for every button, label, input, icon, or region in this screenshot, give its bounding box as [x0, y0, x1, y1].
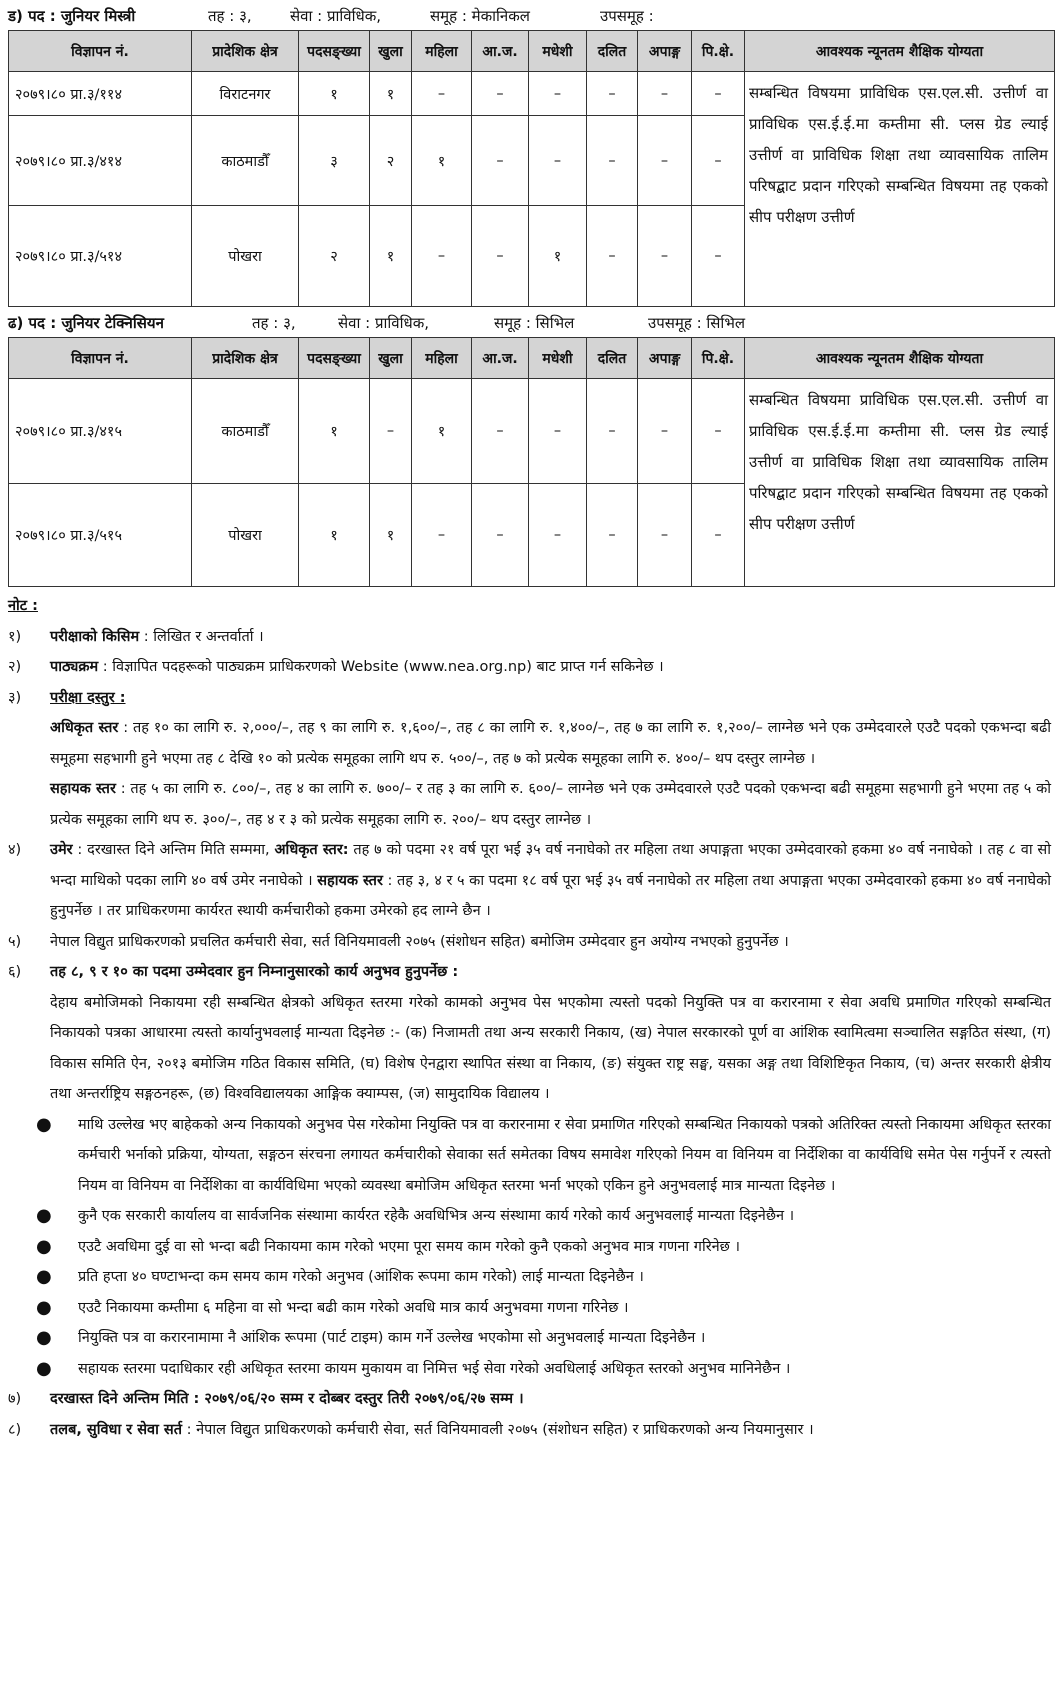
table-cell: २०७९।८० प्रा.३/११४	[9, 72, 192, 116]
bullet-item	[8, 1323, 1051, 1354]
note-label: अधिकृत स्तर	[50, 720, 119, 736]
post-title: ढ) पद : जुनियर टेक्निसियन	[8, 314, 164, 332]
table-cell: १	[370, 206, 412, 307]
table-cell: –	[587, 72, 638, 116]
note-number: ५)	[8, 933, 22, 950]
bullet-icon: ●	[36, 1205, 52, 1226]
table-cell: पोखरा	[192, 206, 299, 307]
table-cell: –	[472, 72, 529, 116]
table-cell: १	[529, 206, 587, 307]
header-cell: प्रादेशिक क्षेत्र	[192, 31, 299, 72]
header-cell: पि.क्षे.	[692, 338, 745, 379]
post-level: तह : ३,	[252, 314, 296, 332]
table-cell: २०७९।८० प्रा.३/४१५	[9, 379, 192, 484]
table-cell: –	[638, 484, 692, 587]
bullet-icon: ●	[36, 1113, 52, 1135]
note-label: सहायक स्तर	[50, 781, 116, 797]
post-header-junior-technician	[8, 309, 1051, 337]
note-text: : तह १० का लागि रु. २,०००/–, तह ९ का लागि रु. १,६००/–, तह ८ का लागि रु. १,४००/–, तह ७ का लागि रु. १,२००/– लाग्नेछ भने एक उम्मेदवारले एउटै पदको एकभन्दा बढी समूहमा सहभागी हुने भएमा तह ८ देखि १० को प्रत्येक समूहका लागि थप रु. ५००/–, तह ७ को प्रत्येक समूहका लागि रु. ४००/– थप दस्तुर लाग्नेछ ।	[50, 720, 1051, 767]
qualification-cell: सम्बन्धित विषयमा प्राविधिक एस.एल.सी. उत्तीर्ण वा प्राविधिक एस.ई.ई.मा कम्तीमा सी. प्लस ग्रेड ल्याई उत्तीर्ण वा प्राविधिक शिक्षा तथा व्यावसायिक तालिम परिषद्बाट प्रदान गरिएको सम्बन्धित विषयमा तह एकको सीप परीक्षण उत्तीर्ण	[745, 379, 1055, 587]
bullet-item	[8, 1201, 1051, 1232]
notes-section	[8, 591, 1051, 1445]
post-subgroup: उपसमूह : सिभिल	[648, 314, 746, 332]
post-level: तह : ३,	[208, 7, 252, 25]
bullet-text: एउटै अवधिमा दुई वा सो भन्दा बढी निकायमा काम गरेको भएमा पूरा समय काम गरेको कुनै एकको अनुभव मात्र गणना गरिनेछ ।	[78, 1238, 740, 1255]
table-cell: काठमाडौँ	[192, 116, 299, 206]
note-label: तह ८, ९ र १० का पदमा उम्मेदवार हुन निम्नानुसारको कार्य अनुभव हुनुपर्नेछ :	[50, 964, 459, 980]
bullet-text: कुनै एक सरकारी कार्यालय वा सार्वजनिक संस्थामा कार्यरत रहेकै अवधिभित्र अन्य संस्थामा कार्य गरेको कार्य अनुभवलाई मान्यता दिइनेछैन ।	[78, 1208, 795, 1224]
header-cell: अपाङ्ग	[638, 338, 692, 379]
table-cell: १	[299, 484, 370, 587]
table-cell: २०७९।८० प्रा.३/५१४	[9, 206, 192, 307]
experience-paragraph: देहाय बमोजिमको निकायमा रही सम्बन्धित क्षेत्रको अधिकृत स्तरमा गरेको कामको अनुभव पेस भएकोमा त्यस्तो पदको नियुक्ति पत्र वा करारनामा र सेवा अवधि प्रमाणित गरिएको सम्बन्धित निकायको पत्रका आधारमा त्यस्तो कार्यानुभवलाई मान्यता दिइनेछ :- (क) निजामती तथा अन्य सरकारी निकाय, (ख) नेपाल सरकारको पूर्ण वा आंशिक स्वामित्वमा सञ्चालित सङ्गठित संस्था, (ग) विकास समिति ऐन, २०१३ बमोजिम गठित विकास समिति, (घ) विशेष ऐनद्वारा स्थापित संस्था वा निकाय, (ङ) संयुक्त राष्ट्र सङ्घ, यसका अङ्ग तथा विशिष्टिकृत निकाय, (च) अन्तर सरकारी क्षेत्रीय तथा अन्तर्राष्ट्रिय सङ्गठनहरू, (छ) विश्वविद्यालयका आङ्गिक क्याम्पस, (ज) सामुदायिक विद्यालय ।	[50, 994, 1051, 1102]
header-cell: खुला	[370, 338, 412, 379]
table-cell: –	[529, 116, 587, 206]
header-cell: पि.क्षे.	[692, 31, 745, 72]
fee-assistant-level	[8, 774, 1051, 835]
table-cell: १	[370, 72, 412, 116]
table-cell: –	[587, 379, 638, 484]
note-item-exam-type	[8, 622, 1051, 653]
bullet-text: प्रति हप्ता ४० घण्टाभन्दा कम समय काम गरेको अनुभव (आंशिक रूपमा काम गरेको) लाई मान्यता दिइनेछैन ।	[78, 1269, 644, 1285]
table-cell: –	[692, 116, 745, 206]
header-cell: आ.ज.	[472, 338, 529, 379]
notes-title: नोट :	[8, 598, 38, 614]
bullet-icon: ●	[36, 1357, 52, 1379]
note-number: ७)	[8, 1391, 22, 1407]
note-text: : लिखित र अन्तर्वार्ता ।	[139, 628, 264, 645]
table-cell: –	[692, 206, 745, 307]
bullet-text: नियुक्ति पत्र वा करारनामामा नै आंशिक रूपमा (पार्ट टाइम) काम गर्ने उल्लेख भएकोमा सो अनुभवलाई मान्यता दिइनेछैन ।	[78, 1330, 706, 1346]
note-number: ३)	[8, 689, 22, 706]
post-subgroup: उपसमूह :	[600, 7, 654, 25]
vacancy-table-junior-mistri	[8, 30, 1055, 307]
bullet-text: एउटै निकायमा कम्तीमा ६ महिना वा सो भन्दा बढी काम गरेको अवधि मात्र कार्य अनुभवमा गणना गरिनेछ ।	[78, 1299, 629, 1316]
header-cell: विज्ञापन नं.	[9, 31, 192, 72]
table-cell: –	[529, 72, 587, 116]
note-number: २)	[8, 659, 22, 675]
header-cell: खुला	[370, 31, 412, 72]
note-text: : तह ३, ४ र ५ का पदमा १८ वर्ष पूरा भई ३५ वर्ष ननाघेको तर महिला तथा अपाङ्गता भएका उम्मेदवारको हकमा ४० वर्ष ननाघेको हुनुपर्नेछ । तर प्राधिकरणमा कार्यरत स्थायी कर्मचारीको हकमा उमेरको हद लाग्ने छैन ।	[50, 872, 1051, 919]
table-cell: –	[472, 206, 529, 307]
table-row	[9, 72, 1055, 116]
note-item-age	[8, 835, 1051, 927]
note-item-syllabus	[8, 652, 1051, 683]
table-cell: –	[638, 116, 692, 206]
header-cell: दलित	[587, 338, 638, 379]
header-cell: पदसङ्ख्या	[299, 31, 370, 72]
table-cell: –	[529, 379, 587, 484]
table-cell: २	[299, 206, 370, 307]
bullet-item	[8, 1354, 1051, 1385]
bullet-item	[8, 1232, 1051, 1263]
table-cell: १	[299, 379, 370, 484]
post-header-junior-mistri	[8, 2, 1051, 30]
table-cell: –	[638, 379, 692, 484]
header-cell: विज्ञापन नं.	[9, 338, 192, 379]
note-label: अधिकृत स्तर:	[274, 842, 349, 858]
header-cell: आवश्यक न्यूनतम शैक्षिक योग्यता	[745, 338, 1055, 379]
note-label: पाठ्यक्रम	[50, 659, 99, 675]
note-text: नेपाल विद्युत प्राधिकरणको प्रचलित कर्मचारी सेवा, सर्त विनियमावली २०७५ (संशोधन सहित) बमोजिम उम्मेदवार हुन अयोग्य नभएको हुनुपर्नेछ ।	[50, 933, 789, 950]
header-cell: प्रादेशिक क्षेत्र	[192, 338, 299, 379]
note-number: ८)	[8, 1421, 22, 1438]
note-item-salary	[8, 1415, 1051, 1446]
bullet-icon: ●	[36, 1235, 52, 1257]
vacancy-table-junior-technician	[8, 337, 1055, 587]
header-cell: अपाङ्ग	[638, 31, 692, 72]
note-number: ४)	[8, 842, 22, 858]
table-cell: –	[692, 484, 745, 587]
bullet-icon: ●	[36, 1327, 52, 1348]
table-header-row	[9, 338, 1055, 379]
post-group: समूह : सिभिल	[494, 314, 575, 332]
table-cell: –	[638, 206, 692, 307]
note-text: : नेपाल विद्युत प्राधिकरणको कर्मचारी सेवा, सर्त विनियमावली २०७५ (संशोधन सहित) र प्राधिकरणको अन्य नियमानुसार ।	[182, 1421, 814, 1438]
bullet-item	[8, 1293, 1051, 1324]
table-cell: २०७९।८० प्रा.३/५१५	[9, 484, 192, 587]
table-cell: –	[692, 72, 745, 116]
table-cell: २०७९।८० प्रा.३/४१४	[9, 116, 192, 206]
note-text: दरखास्त दिने अन्तिम मिति : २०७९/०६/२० सम्म र दोब्बर दस्तुर तिरी २०७९/०६/२७ सम्म ।	[50, 1391, 524, 1407]
fee-officer-level	[8, 713, 1051, 774]
table-cell: –	[412, 206, 472, 307]
table-cell: –	[412, 72, 472, 116]
table-cell: –	[472, 116, 529, 206]
table-cell: –	[412, 484, 472, 587]
table-cell: –	[529, 484, 587, 587]
note-label: परीक्षाको किसिम	[50, 628, 140, 645]
table-cell: –	[472, 379, 529, 484]
table-cell: काठमाडौँ	[192, 379, 299, 484]
note-item-deadline	[8, 1384, 1051, 1415]
header-cell: आवश्यक न्यूनतम शैक्षिक योग्यता	[745, 31, 1055, 72]
header-cell: दलित	[587, 31, 638, 72]
note-label: उमेर	[50, 842, 73, 858]
table-cell: –	[587, 206, 638, 307]
table-cell: १	[299, 72, 370, 116]
bullet-icon: ●	[36, 1266, 52, 1287]
bullet-item	[8, 1110, 1051, 1202]
table-cell: २	[370, 116, 412, 206]
post-service: सेवा : प्राविधिक,	[290, 7, 381, 25]
bullet-icon: ●	[36, 1296, 52, 1318]
header-cell: मधेशी	[529, 31, 587, 72]
bullet-text: सहायक स्तरमा पदाधिकार रही अधिकृत स्तरमा कायम मुकायम वा निमित्त भई सेवा गरेको अवधिलाई अधिकृत स्तरको अनुभव मानिनेछैन ।	[78, 1360, 791, 1377]
bullet-item	[8, 1262, 1051, 1293]
table-header-row	[9, 31, 1055, 72]
table-cell: ३	[299, 116, 370, 206]
post-service: सेवा : प्राविधिक,	[338, 314, 429, 332]
note-text: : तह ५ का लागि रु. ८००/–, तह ४ का लागि रु. ७००/– र तह ३ का लागि रु. ६००/– लाग्नेछ भने एक उम्मेदवारले एउटै पदको एकभन्दा बढी समूहमा सहभागी हुने भएमा तह ५ को प्रत्येक समूहका लागि थप रु. ३००/–, तह ४ र ३ को प्रत्येक समूहका लागि रु. २००/– थप दस्तुर लाग्नेछ ।	[50, 781, 1052, 828]
note-text: : विज्ञापित पदहरूको पाठ्यक्रम प्राधिकरणको Website (www.nea.org.np) बाट प्राप्त गर्न सकिनेछ ।	[98, 659, 664, 675]
table-row	[9, 379, 1055, 484]
table-cell: १	[412, 379, 472, 484]
table-cell: –	[587, 116, 638, 206]
note-item-exam-fee	[8, 683, 1051, 714]
note-item-experience	[8, 957, 1051, 988]
table-cell: –	[692, 379, 745, 484]
note-number: ६)	[8, 964, 22, 980]
note-text: तह ७ को पदमा २१ वर्ष पूरा भई ३५ वर्ष ननाघेको तर महिला तथा अपाङ्गता भएका उम्मेदवारको हकमा ४० वर्ष ननाघेको । तह ८ वा सो भन्दा माथिको पदका लागि ४० वर्ष उमेर ननाघेको ।	[50, 842, 1051, 889]
table-cell: –	[370, 379, 412, 484]
header-cell: मधेशी	[529, 338, 587, 379]
note-item-eligibility	[8, 927, 1051, 958]
note-label: परीक्षा दस्तुर :	[50, 689, 126, 706]
header-cell: महिला	[412, 31, 472, 72]
header-cell: आ.ज.	[472, 31, 529, 72]
table-cell: –	[638, 72, 692, 116]
header-cell: पदसङ्ख्या	[299, 338, 370, 379]
note-label: तलब, सुविधा र सेवा सर्त	[50, 1421, 182, 1438]
table-cell: पोखरा	[192, 484, 299, 587]
table-cell: १	[370, 484, 412, 587]
note-label: सहायक स्तर	[317, 872, 383, 889]
qualification-cell: सम्बन्धित विषयमा प्राविधिक एस.एल.सी. उत्तीर्ण वा प्राविधिक एस.ई.ई.मा कम्तीमा सी. प्लस ग्रेड ल्याई उत्तीर्ण वा प्राविधिक शिक्षा तथा व्यावसायिक तालिम परिषद्बाट प्रदान गरिएको सम्बन्धित विषयमा तह एकको सीप परीक्षण उत्तीर्ण	[745, 72, 1055, 307]
table-cell: १	[412, 116, 472, 206]
post-title: ड) पद : जुनियर मिस्त्री	[8, 7, 136, 25]
post-group: समूह : मेकानिकल	[430, 7, 530, 25]
note-number: १)	[8, 628, 22, 645]
table-cell: विराटनगर	[192, 72, 299, 116]
note-text: : दरखास्त दिने अन्तिम मिति सम्ममा,	[72, 842, 275, 858]
bullet-text: माथि उल्लेख भए बाहेकको अन्य निकायको अनुभव पेस गरेकोमा नियुक्ति पत्र वा करारनामा र सेवा प्रमाणित गरिएको सम्बन्धित निकायको पत्रको अतिरिक्त त्यस्तो निकायमा अधिकृत स्तरका कर्मचारी भर्नाको प्रक्रिया, योग्यता, सङ्गठन संरचना लगायत कर्मचारीको सेवाका सर्त समेतका विषय समावेश गरिएको नियम वा विनियम वा निर्देशिका वा कार्यविधि समेत पेस गर्नुपर्ने र त्यस्तो नियम वा विनियम वा निर्देशिका वा कार्यविधिमा भएको व्यवस्था बमोजिम अधिकृत स्तरमा भर्ना भएको एकिन हुने अनुभवलाई मात्र मान्यता दिइनेछ ।	[78, 1116, 1051, 1194]
table-cell: –	[587, 484, 638, 587]
table-cell: –	[472, 484, 529, 587]
header-cell: महिला	[412, 338, 472, 379]
